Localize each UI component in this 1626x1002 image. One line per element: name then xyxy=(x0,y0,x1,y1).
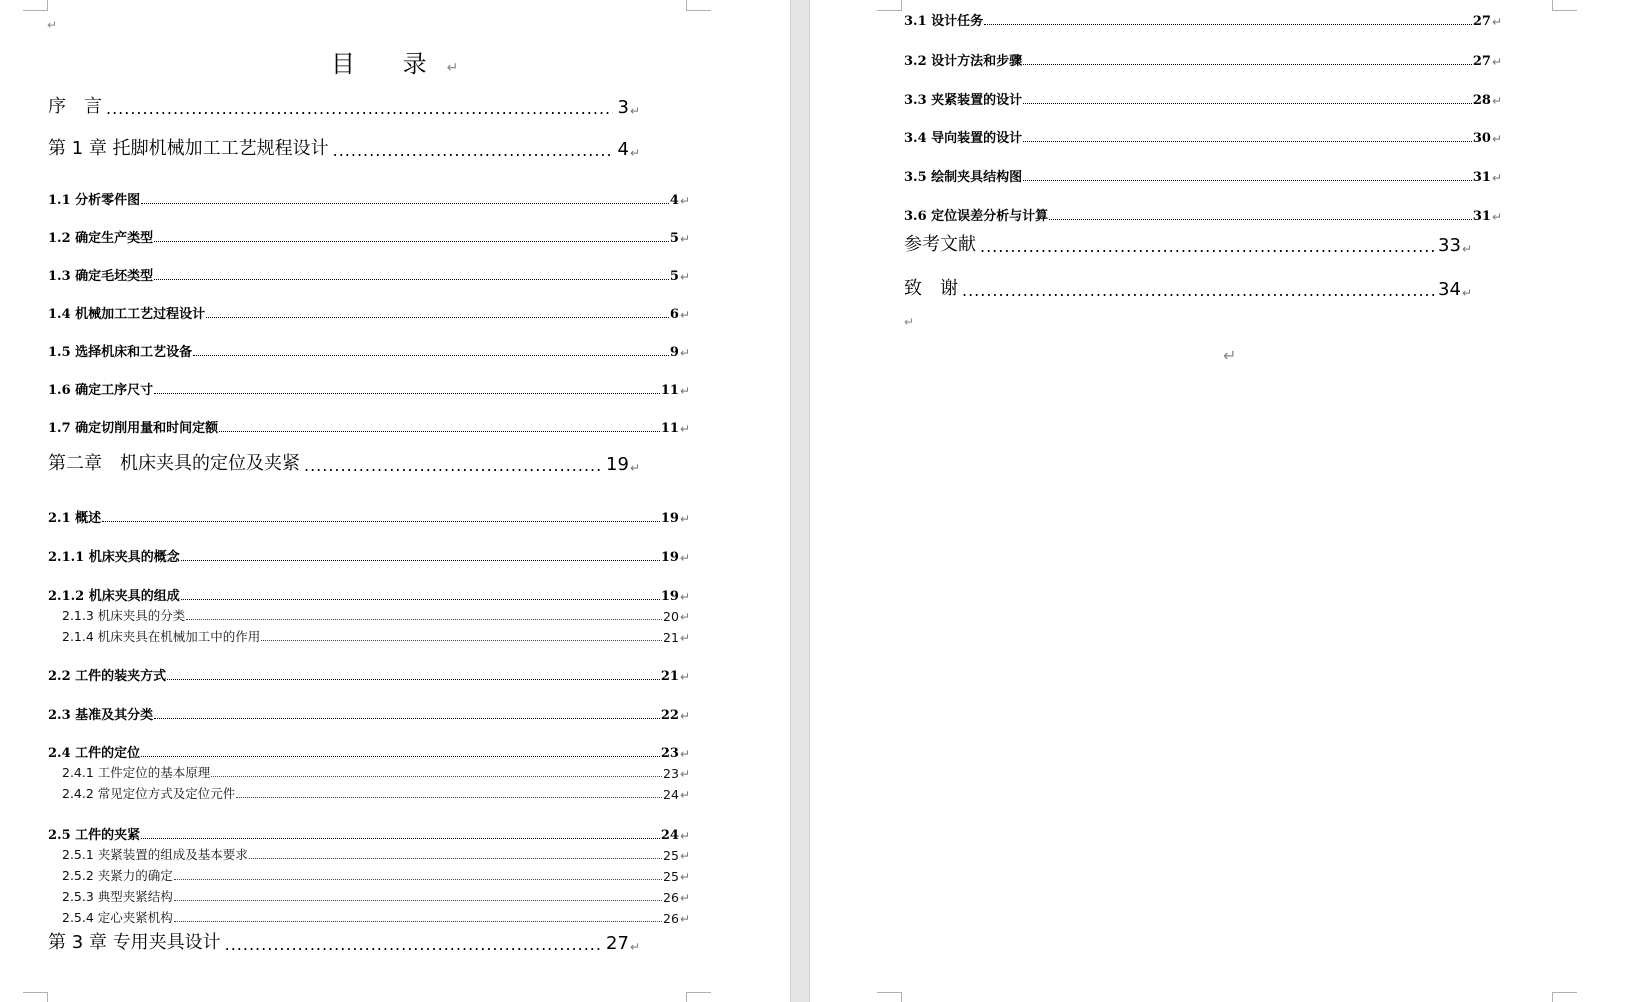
toc-entry-page-number: 24 xyxy=(663,787,679,802)
dot-leader xyxy=(141,837,660,839)
toc-entry[interactable] xyxy=(62,763,690,781)
toc-entry-label: 2.1.4 机床夹具在机械加工中的作用 xyxy=(62,629,261,644)
toc-entry[interactable] xyxy=(904,274,1472,300)
paragraph-mark: ↵ xyxy=(1491,55,1502,69)
toc-entry-label: 2.5 工件的夹紧 xyxy=(48,828,141,843)
toc-entry[interactable] xyxy=(48,824,690,843)
toc-entry-page-number: 24 xyxy=(660,828,679,843)
paragraph-mark: ↵ xyxy=(904,315,915,329)
toc-entry-label: 2.1.3 机床夹具的分类 xyxy=(62,608,186,623)
paragraph-mark: ↵ xyxy=(679,849,690,863)
paragraph-mark: ↵ xyxy=(1491,15,1502,29)
toc-entry-label: 2.5.1 夹紧装置的组成及基本要求 xyxy=(62,847,248,862)
toc-entry-page-number: 11 xyxy=(660,383,679,398)
toc-entry[interactable] xyxy=(48,742,690,761)
dot-leader xyxy=(225,935,602,954)
toc-entry-label: 第 1 章 托脚机械加工工艺规程设计 xyxy=(48,138,329,159)
toc-entry-label: 1.5 选择机床和工艺设备 xyxy=(48,345,193,360)
paragraph-mark: ↵ xyxy=(679,194,690,208)
dot-leader xyxy=(141,755,660,757)
paragraph-mark: ↵ xyxy=(679,829,690,843)
toc-entry[interactable] xyxy=(904,10,1502,29)
toc-entry-label: 2.1.2 机床夹具的组成 xyxy=(48,589,180,604)
dot-leader xyxy=(962,281,1434,300)
crop-mark xyxy=(686,992,711,1002)
dot-leader xyxy=(333,141,614,160)
toc-entry[interactable] xyxy=(48,546,690,565)
dot-leader xyxy=(236,796,662,798)
toc-entry[interactable] xyxy=(48,134,640,160)
toc-entry-page-number: 4 xyxy=(669,193,679,208)
paragraph-mark: ↵ xyxy=(679,346,690,360)
dot-leader xyxy=(174,920,662,922)
toc-entry-label: 2.4.2 常见定位方式及定位元件 xyxy=(62,786,236,801)
toc-entry-page-number: 26 xyxy=(663,911,679,926)
dot-leader xyxy=(304,456,602,475)
dot-leader xyxy=(206,316,669,318)
paragraph-mark: ↵ xyxy=(1491,132,1502,146)
toc-entry[interactable] xyxy=(48,341,690,360)
paragraph-mark: ↵ xyxy=(679,891,690,905)
paragraph-mark: ↵ xyxy=(679,551,690,565)
toc-entry[interactable] xyxy=(48,417,690,436)
crop-mark xyxy=(23,0,48,11)
toc-entry-label: 2.4.1 工件定位的基本原理 xyxy=(62,765,211,780)
toc-entry[interactable] xyxy=(62,606,690,624)
paragraph-mark: ↵ xyxy=(679,308,690,322)
paragraph-mark: ↵ xyxy=(679,709,690,723)
paragraph-mark: ↵ xyxy=(1223,346,1237,365)
toc-entry-page-number: 20 xyxy=(663,609,679,624)
dot-leader xyxy=(181,559,660,561)
toc-entry-page-number: 30 xyxy=(1472,131,1491,146)
toc-entry-label: 3.3 夹紧装置的设计 xyxy=(904,93,1023,108)
toc-entry-page-number: 21 xyxy=(663,630,679,645)
toc-entry-page-number: 9 xyxy=(669,345,679,360)
toc-entry[interactable] xyxy=(904,127,1502,146)
dot-leader xyxy=(154,240,669,242)
dot-leader xyxy=(1023,179,1472,181)
toc-entry[interactable] xyxy=(904,89,1502,108)
toc-entry-label: 序 言 xyxy=(48,96,102,117)
toc-entry-page-number: 19 xyxy=(660,550,679,565)
toc-entry-page-number: 21 xyxy=(660,669,679,684)
toc-entry[interactable] xyxy=(904,50,1502,69)
paragraph-mark: ↵ xyxy=(1491,171,1502,185)
crop-mark xyxy=(877,0,902,11)
paragraph-mark: ↵ xyxy=(679,270,690,284)
toc-entry-label: 第二章 机床夹具的定位及夹紧 xyxy=(48,453,300,474)
dot-leader xyxy=(181,598,660,600)
dot-leader xyxy=(1023,63,1472,65)
dot-leader xyxy=(106,99,613,118)
toc-entry[interactable] xyxy=(62,887,690,905)
toc-entry-page-number: 22 xyxy=(660,708,679,723)
toc-entry[interactable] xyxy=(904,205,1502,224)
toc-entry-page-number: 31 xyxy=(1472,170,1491,185)
toc-entry[interactable] xyxy=(904,230,1472,256)
paragraph-mark: ↵ xyxy=(679,747,690,761)
toc-entry-page-number: 27 xyxy=(606,933,629,954)
toc-entry-page-number: 25 xyxy=(663,848,679,863)
paragraph-mark: ↵ xyxy=(629,146,640,160)
dot-leader xyxy=(193,354,669,356)
toc-entry-label: 2.5.3 典型夹紧结构 xyxy=(62,889,173,904)
toc-entry-page-number: 5 xyxy=(669,231,679,246)
dot-leader xyxy=(102,520,660,522)
dot-leader xyxy=(186,618,662,620)
toc-entry[interactable] xyxy=(48,265,690,284)
toc-entry-label: 1.2 确定生产类型 xyxy=(48,231,154,246)
toc-entry[interactable] xyxy=(62,627,690,645)
toc-entry-page-number: 5 xyxy=(669,269,679,284)
toc-entry-label: 1.4 机械加工工艺过程设计 xyxy=(48,307,206,322)
toc-entry[interactable] xyxy=(48,303,690,322)
paragraph-mark: ↵ xyxy=(1491,210,1502,224)
toc-entry[interactable] xyxy=(48,449,640,475)
toc-entry-label: 2.1.1 机床夹具的概念 xyxy=(48,550,180,565)
toc-title-text: 目 录 xyxy=(331,50,447,78)
toc-entry[interactable] xyxy=(48,379,690,398)
toc-entry-label: 3.5 绘制夹具结构图 xyxy=(904,170,1023,185)
toc-entry-page-number: 3 xyxy=(617,97,629,118)
dot-leader xyxy=(1023,140,1472,142)
paragraph-mark: ↵ xyxy=(679,232,690,246)
toc-entry-label: 致 谢 xyxy=(904,278,958,299)
right-page xyxy=(810,0,1626,1002)
dot-leader xyxy=(1049,218,1472,220)
toc-entry-page-number: 27 xyxy=(1472,14,1491,29)
toc-entry-page-number: 23 xyxy=(660,746,679,761)
toc-entry-page-number: 19 xyxy=(660,589,679,604)
toc-entry-label: 1.7 确定切削用量和时间定额 xyxy=(48,421,219,436)
dot-leader xyxy=(154,278,669,280)
paragraph-mark: ↵ xyxy=(679,590,690,604)
left-page xyxy=(0,0,790,1002)
paragraph-mark: ↵ xyxy=(1461,286,1472,300)
paragraph-mark: ↵ xyxy=(1461,242,1472,256)
crop-mark xyxy=(23,992,48,1002)
paragraph-mark: ↵ xyxy=(1491,94,1502,108)
toc-entry-label: 2.1 概述 xyxy=(48,511,102,526)
paragraph-mark: ↵ xyxy=(679,670,690,684)
crop-mark xyxy=(686,0,711,11)
toc-entry-label: 1.6 确定工序尺寸 xyxy=(48,383,154,398)
paragraph-mark: ↵ xyxy=(679,384,690,398)
toc-entry[interactable] xyxy=(48,585,690,604)
dot-leader xyxy=(980,237,1434,256)
dot-leader xyxy=(211,775,662,777)
paragraph-mark: ↵ xyxy=(679,788,690,802)
toc-entry-page-number: 33 xyxy=(1438,235,1461,256)
toc-entry-page-number: 23 xyxy=(663,766,679,781)
toc-entry-page-number: 19 xyxy=(660,511,679,526)
toc-entry-label: 3.6 定位误差分析与计算 xyxy=(904,209,1049,224)
paragraph-mark: ↵ xyxy=(446,60,459,76)
toc-entry-label: 2.2 工件的装夹方式 xyxy=(48,669,167,684)
paragraph-mark: ↵ xyxy=(679,767,690,781)
toc-entry-page-number: 25 xyxy=(663,869,679,884)
dot-leader xyxy=(984,23,1472,25)
paragraph-mark: ↵ xyxy=(679,512,690,526)
paragraph-mark: ↵ xyxy=(47,18,58,32)
toc-entry-label: 1.1 分析零件图 xyxy=(48,193,141,208)
toc-entry[interactable] xyxy=(48,704,690,723)
toc-entry[interactable] xyxy=(904,166,1502,185)
toc-entry-label: 参考文献 xyxy=(904,234,976,255)
paragraph-mark: ↵ xyxy=(679,610,690,624)
toc-entry-page-number: 11 xyxy=(660,421,679,436)
dot-leader xyxy=(167,678,660,680)
toc-entry-label: 第 3 章 专用夹具设计 xyxy=(48,932,221,953)
toc-entry-page-number: 19 xyxy=(606,454,629,475)
toc-entry-page-number: 31 xyxy=(1472,209,1491,224)
dot-leader xyxy=(1023,102,1472,104)
dot-leader xyxy=(174,899,662,901)
toc-title xyxy=(331,44,458,79)
dot-leader xyxy=(141,202,669,204)
toc-entry-label: 2.5.2 夹紧力的确定 xyxy=(62,868,173,883)
toc-entry[interactable] xyxy=(48,227,690,246)
toc-entry-label: 3.1 设计任务 xyxy=(904,14,984,29)
toc-entry-page-number: 28 xyxy=(1472,93,1491,108)
toc-entry-label: 2.3 基准及其分类 xyxy=(48,708,154,723)
toc-entry[interactable] xyxy=(48,92,640,118)
toc-entry[interactable] xyxy=(62,784,690,802)
toc-entry-label: 2.4 工件的定位 xyxy=(48,746,141,761)
toc-entry-label: 1.3 确定毛坯类型 xyxy=(48,269,154,284)
paragraph-mark: ↵ xyxy=(679,912,690,926)
toc-entry[interactable] xyxy=(48,189,690,208)
toc-entry-label: 3.4 导向装置的设计 xyxy=(904,131,1023,146)
dot-leader xyxy=(261,639,662,641)
dot-leader xyxy=(154,717,660,719)
dot-leader xyxy=(154,392,660,394)
toc-entry[interactable] xyxy=(48,665,690,684)
crop-mark xyxy=(877,992,902,1002)
crop-mark xyxy=(1552,0,1577,11)
dot-leader xyxy=(219,430,660,432)
toc-entry[interactable] xyxy=(48,507,690,526)
dot-leader xyxy=(249,857,662,859)
toc-entry[interactable] xyxy=(62,866,690,884)
paragraph-mark: ↵ xyxy=(629,940,640,954)
paragraph-mark: ↵ xyxy=(679,422,690,436)
toc-entry-page-number: 6 xyxy=(669,307,679,322)
toc-entry-label: 2.5.4 定心夹紧机构 xyxy=(62,910,173,925)
toc-entry-page-number: 27 xyxy=(1472,54,1491,69)
paragraph-mark: ↵ xyxy=(679,631,690,645)
toc-entry-page-number: 4 xyxy=(617,139,629,160)
dot-leader xyxy=(174,878,662,880)
toc-entry[interactable] xyxy=(48,928,640,954)
page-gutter xyxy=(790,0,810,1002)
toc-entry[interactable] xyxy=(62,845,690,863)
paragraph-mark: ↵ xyxy=(629,104,640,118)
toc-entry[interactable] xyxy=(62,908,690,926)
paragraph-mark: ↵ xyxy=(679,870,690,884)
crop-mark xyxy=(1552,992,1577,1002)
toc-entry-page-number: 34 xyxy=(1438,279,1461,300)
paragraph-mark: ↵ xyxy=(629,461,640,475)
toc-entry-page-number: 26 xyxy=(663,890,679,905)
toc-entry-label: 3.2 设计方法和步骤 xyxy=(904,54,1023,69)
